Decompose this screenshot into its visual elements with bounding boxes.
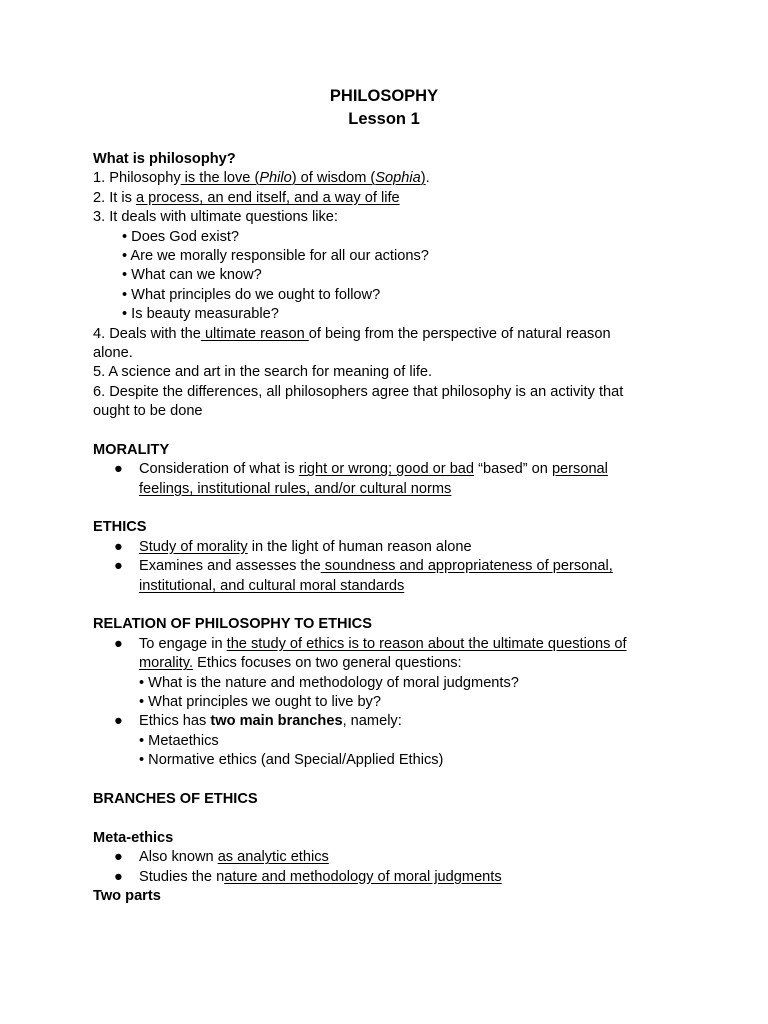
- spacer: [93, 499, 683, 518]
- paragraph-5: 5. A science and art in the search for meaning of life.: [93, 364, 433, 381]
- document-body: [93, 150, 683, 906]
- list-item: [93, 868, 683, 887]
- section-heading-morality: MORALITY: [93, 441, 170, 458]
- sub-item: • What is the nature and methodology of moral judgments?: [139, 674, 519, 691]
- section-heading-meta-ethics: Meta-ethics: [93, 829, 174, 846]
- bold-text: two main branches: [210, 713, 343, 730]
- text: To engage in: [139, 635, 227, 652]
- question-item: • What principles do we ought to follow?: [122, 286, 381, 303]
- sub-item: • Metaethics: [139, 732, 219, 749]
- text: 4. Deals with the: [93, 325, 201, 342]
- text-line: [139, 557, 683, 576]
- question-item: • Does God exist?: [122, 228, 240, 245]
- list-item: [93, 712, 683, 770]
- bullet-icon: ●: [114, 713, 123, 730]
- paragraph-1: [93, 169, 683, 188]
- text: Ethics focuses on two general questions:: [193, 655, 462, 672]
- question-item: • Are we morally responsible for all our actions?: [122, 247, 429, 264]
- underlined-text: right or wrong; good or bad: [298, 461, 475, 478]
- underlined-text: as analytic ethics: [217, 849, 329, 866]
- paragraph-2: [93, 189, 683, 208]
- text: Also known: [139, 849, 218, 866]
- text: of being from the perspective of natural reason: [308, 325, 611, 342]
- underlined-text: morality.: [139, 655, 194, 672]
- paragraph-6: 6. Despite the differences, all philosophers agree that philosophy is an activity that: [93, 383, 624, 400]
- text-line: [139, 712, 683, 731]
- paragraph-3: 3. It deals with ultimate questions like:: [93, 209, 338, 226]
- sub-item: • What principles we ought to live by?: [139, 694, 381, 711]
- underlined-text: institutional, and cultural moral standards: [139, 577, 405, 594]
- underlined-text: ature and methodology of moral judgments: [224, 868, 502, 885]
- bullet-icon: ●: [114, 558, 123, 575]
- text: Ethics has: [139, 713, 211, 730]
- text: Studies the n: [139, 868, 225, 885]
- underlined-text: the study of ethics is to reason about the ultimate questions of: [226, 635, 627, 652]
- text: Consideration of what is: [139, 461, 299, 478]
- bullet-icon: ●: [114, 868, 123, 885]
- text: 2. It is: [93, 189, 136, 206]
- section-heading-what-is-philosophy: What is philosophy?: [93, 151, 236, 167]
- paragraph-4: [93, 325, 683, 344]
- document-subtitle: Lesson 1: [348, 110, 420, 128]
- question-item: • Is beauty measurable?: [122, 306, 279, 323]
- list-item: [93, 538, 683, 557]
- italic-text: Sophia: [375, 170, 421, 187]
- section-heading-branches: BRANCHES OF ETHICS: [93, 791, 258, 808]
- text-line: [139, 848, 683, 867]
- text-line: [139, 460, 683, 479]
- list-item: [93, 635, 683, 713]
- bullet-icon: ●: [114, 538, 123, 555]
- underlined-text: soundness and appropriateness of personal,: [320, 558, 613, 575]
- bullet-icon: ●: [114, 635, 123, 652]
- spacer: [93, 421, 683, 440]
- text: is the love (: [180, 170, 260, 187]
- spacer: [93, 596, 683, 615]
- underlined-text: personal: [551, 461, 608, 478]
- bullet-icon: ●: [114, 461, 123, 478]
- text: , namely:: [342, 713, 402, 730]
- paragraph-6-cont: ought to be done: [93, 403, 203, 420]
- paragraph-4-cont: alone.: [93, 344, 133, 361]
- text: ): [420, 170, 426, 187]
- list-item: [93, 557, 683, 596]
- two-parts-heading: Two parts: [93, 888, 161, 905]
- bullet-icon: ●: [114, 849, 123, 866]
- text: .: [425, 170, 430, 187]
- text: in the light of human reason alone: [247, 538, 472, 555]
- underlined-text: ultimate reason: [200, 325, 309, 342]
- text-line: [139, 654, 683, 673]
- text-line: [139, 577, 683, 596]
- text-line: [139, 538, 683, 557]
- spacer: [93, 771, 683, 790]
- underlined-text: [181, 170, 426, 186]
- text-line: [139, 480, 683, 499]
- section-heading-ethics: ETHICS: [93, 519, 147, 536]
- text-line: [139, 868, 683, 887]
- text-line: [139, 635, 683, 654]
- text: ) of wisdom (: [291, 170, 376, 187]
- underlined-text: Study of morality: [139, 538, 248, 555]
- text: Examines and assesses the: [139, 558, 321, 575]
- section-heading-relation: RELATION OF PHILOSOPHY TO ETHICS: [93, 616, 372, 633]
- underlined-text: a process, an end itself, and a way of life: [135, 189, 400, 206]
- sub-item: • Normative ethics (and Special/Applied Ethics): [139, 752, 444, 769]
- list-item: [93, 848, 683, 867]
- question-item: • What can we know?: [122, 267, 262, 284]
- italic-text: Philo: [259, 170, 292, 187]
- spacer: [93, 809, 683, 828]
- underlined-text: feelings, institutional rules, and/or cultural norms: [139, 480, 452, 497]
- text: 1. Philosophy: [93, 170, 181, 187]
- text: “based” on: [474, 461, 552, 478]
- list-item: [93, 460, 683, 499]
- document-title: PHILOSOPHY: [329, 87, 439, 105]
